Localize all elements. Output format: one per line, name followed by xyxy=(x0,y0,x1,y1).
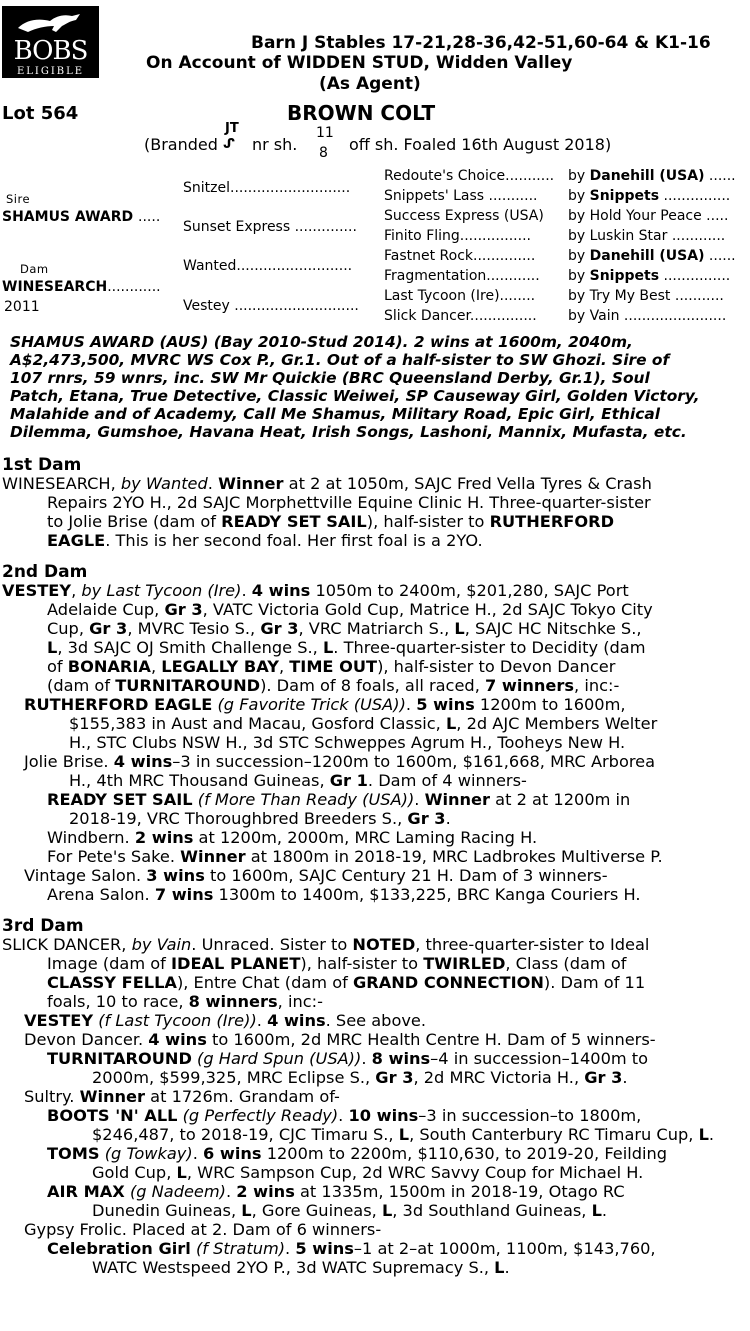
text-line: WINESEARCH, by Wanted. Winner at 2 at 1050m, SAJC Fred Vella Tyres & Crash xyxy=(2,474,652,493)
agent-info: (As Agent) xyxy=(319,74,421,94)
logo-subtitle: ELIGIBLE xyxy=(16,66,85,77)
text-line: H., 4th MRC Thousand Guineas, Gr 1. Dam of 4 winners- xyxy=(69,771,527,790)
sire-label: Sire xyxy=(6,192,31,206)
text-line: AIR MAX (g Nadeem). 2 wins at 1335m, 1500m in 2018-19, Otago RC xyxy=(47,1182,625,1201)
lot-number: Lot 564 xyxy=(2,103,79,124)
dam-name: WINESEARCH............ xyxy=(2,279,161,295)
text-line: Gypsy Frolic. Placed at 2. Dam of 6 winners- xyxy=(24,1220,382,1239)
pedigree-g3-dam-1: Snippets' Lass ........... xyxy=(384,188,538,204)
pedigree-g3-dam-0: Redoute's Choice........... xyxy=(384,168,555,184)
text-line: SLICK DANCER, by Vain. Unraced. Sister to NOTED, three-quarter-sister to Ideal xyxy=(2,935,650,954)
pedigree-g3-dam-3: Finito Fling................ xyxy=(384,228,531,244)
sire-summary xyxy=(10,333,745,441)
text-line: Arena Salon. 7 wins 1300m to 1400m, $133,225, BRC Kanga Couriers H. xyxy=(47,885,641,904)
text-line: Dunedin Guineas, L, Gore Guineas, L, 3d Southland Guineas, L. xyxy=(92,1201,608,1220)
text-line: foals, 10 to race, 8 winners, inc:- xyxy=(47,992,323,1011)
text-line: For Pete's Sake. Winner at 1800m in 2018-19, MRC Ladbrokes Multiverse P. xyxy=(47,847,663,866)
racehorse-icon xyxy=(16,12,86,34)
text-line: CLASSY FELLA), Entre Chat (dam of GRAND CONNECTION). Dam of 11 xyxy=(47,973,646,992)
text-line: $246,487, to 2018-19, CJC Timaru S., L, South Canterbury RC Timaru Cup, L. xyxy=(92,1125,715,1144)
pedigree-g3-sire-2: by Hold Your Peace ..... xyxy=(568,208,729,224)
section-2nd-dam: 2nd Dam xyxy=(2,562,88,582)
summary-line: A$2,473,500, MVRC WS Cox P., Gr.1. Out of a half-sister to SW Ghozi. Sire of xyxy=(10,351,670,369)
text-line: TURNITAROUND (g Hard Spun (USA)). 8 wins–4 in succession–1400m to xyxy=(47,1049,649,1068)
pedigree-g3-sire-1: by Snippets ............... xyxy=(568,188,731,204)
text-line: Gold Cup, L, WRC Sampson Cup, 2d WRC Savvy Coup for Michael H. xyxy=(92,1163,644,1182)
text-line: (dam of TURNITAROUND). Dam of 8 foals, all raced, 7 winners, inc:- xyxy=(47,676,620,695)
text-line: Adelaide Cup, Gr 3, VATC Victoria Gold Cup, Matrice H., 2d SAJC Tokyo City xyxy=(47,600,653,619)
text-line: 2000m, $599,325, MRC Eclipse S., Gr 3, 2d MRC Victoria H., Gr 3. xyxy=(92,1068,628,1087)
summary-line: Patch, Etana, True Detective, Classic Weiwei, SP Causeway Girl, Golden Victory, xyxy=(10,387,700,405)
text-line: VESTEY (f Last Tycoon (Ire)). 4 wins. See above. xyxy=(24,1011,427,1030)
dam-label: Dam xyxy=(20,262,49,276)
text-line: Jolie Brise. 4 wins–3 in succession–1200m to 1600m, $161,668, MRC Arborea xyxy=(24,752,656,771)
summary-line: Malahide and of Academy, Call Me Shamus, Military Road, Epic Girl, Ethical xyxy=(10,405,661,423)
text-line: TOMS (g Towkay). 6 wins 1200m to 2200m, $110,630, to 2019-20, Feilding xyxy=(47,1144,668,1163)
text-line: of BONARIA, LEGALLY BAY, TIME OUT), half-sister to Devon Dancer xyxy=(47,657,616,676)
section-3rd-dam: 3rd Dam xyxy=(2,916,84,936)
text-line: READY SET SAIL (f More Than Ready (USA)). Winner at 2 at 1200m in xyxy=(47,790,631,809)
text-line: H., STC Clubs NSW H., 3d STC Schweppes Agrum H., Tooheys New H. xyxy=(69,733,626,752)
text-line: Repairs 2YO H., 2d SAJC Morphettville Equine Clinic H. Three-quarter-sister xyxy=(47,493,651,512)
summary-line: 107 rnrs, 59 wnrs, inc. SW Mr Quickie (BRC Queensland Derby, Gr.1), Soul xyxy=(10,369,650,387)
pedigree-g3-sire-5: by Snippets ............... xyxy=(568,268,731,284)
text-line: Vintage Salon. 3 wins to 1600m, SAJC Century 21 H. Dam of 3 winners- xyxy=(24,866,608,885)
text-line: Sultry. Winner at 1726m. Grandam of- xyxy=(24,1087,340,1106)
text-line: BOOTS 'N' ALL (g Perfectly Ready). 10 wins–3 in succession–to 1800m, xyxy=(47,1106,642,1125)
brand-suffix: off sh. Foaled 16th August 2018) xyxy=(349,135,612,154)
summary-line: SHAMUS AWARD (AUS) (Bay 2010-Stud 2014). 2 wins at 1600m, 2040m, xyxy=(10,333,633,351)
pedigree-g2-2: Wanted.......................... xyxy=(183,258,353,274)
logo-word: BOBS xyxy=(13,36,88,66)
brand-mark: JT xyxy=(225,121,239,136)
pedigree-g3-sire-4: by Danehill (USA) ...... xyxy=(568,248,736,264)
brand-near-side: nr sh. xyxy=(252,135,298,154)
brand-fraction-bottom: 8 xyxy=(319,145,328,161)
pedigree-g3-sire-7: by Vain ....................... xyxy=(568,308,727,324)
sire-name: SHAMUS AWARD ..... xyxy=(2,209,161,225)
brand-symbol-icon: ᔑ xyxy=(223,137,236,152)
bobs-eligible-logo xyxy=(2,6,99,78)
barn-info: Barn J Stables 17-21,28-36,42-51,60-64 & K1-16 xyxy=(251,33,711,53)
brand-prefix: (Branded xyxy=(144,135,218,154)
text-line: Celebration Girl (f Stratum). 5 wins–1 at 2–at 1000m, 1100m, $143,760, xyxy=(47,1239,656,1258)
text-line: Devon Dancer. 4 wins to 1600m, 2d MRC Health Centre H. Dam of 5 winners- xyxy=(24,1030,656,1049)
pedigree-g3-dam-6: Last Tycoon (Ire)........ xyxy=(384,288,536,304)
text-line: Windbern. 2 wins at 1200m, 2000m, MRC Laming Racing H. xyxy=(47,828,538,847)
pedigree-g3-dam-2: Success Express (USA) xyxy=(384,208,544,224)
text-line: EAGLE. This is her second foal. Her first foal is a 2YO. xyxy=(47,531,483,550)
pedigree-g3-dam-5: Fragmentation............ xyxy=(384,268,540,284)
pedigree-g2-1: Sunset Express .............. xyxy=(183,219,357,235)
text-line: 2018-19, VRC Thoroughbred Breeders S., Gr 3. xyxy=(69,809,451,828)
text-line: Cup, Gr 3, MVRC Tesio S., Gr 3, VRC Matriarch S., L, SAJC HC Nitschke S., xyxy=(47,619,642,638)
pedigree-g3-dam-4: Fastnet Rock.............. xyxy=(384,248,536,264)
pedigree-g2-3: Vestey ............................ xyxy=(183,298,359,314)
text-line: RUTHERFORD EAGLE (g Favorite Trick (USA)). 5 wins 1200m to 1600m, xyxy=(24,695,626,714)
pedigree-g3-dam-7: Slick Dancer............... xyxy=(384,308,537,324)
summary-line: Dilemma, Gumshoe, Havana Heat, Irish Songs, Lashoni, Mannix, Mufasta, etc. xyxy=(10,423,687,441)
text-line: VESTEY, by Last Tycoon (Ire). 4 wins 1050m to 2400m, $201,280, SAJC Port xyxy=(2,581,629,600)
text-line: L, 3d SAJC OJ Smith Challenge S., L. Three-quarter-sister to Decidity (dam xyxy=(47,638,646,657)
text-line: to Jolie Brise (dam of READY SET SAIL), half-sister to RUTHERFORD xyxy=(47,512,615,531)
pedigree-g3-sire-3: by Luskin Star ............ xyxy=(568,228,726,244)
section-1st-dam: 1st Dam xyxy=(2,455,82,475)
pedigree-g3-sire-6: by Try My Best ........... xyxy=(568,288,724,304)
dam-year: 2011 xyxy=(4,299,40,315)
pedigree-g2-0: Snitzel........................... xyxy=(183,180,351,196)
text-line: $155,383 in Aust and Macau, Gosford Classic, L, 2d AJC Members Welter xyxy=(69,714,658,733)
text-line: WATC Westspeed 2YO P., 3d WATC Supremacy S., L. xyxy=(92,1258,510,1277)
vendor-info: On Account of WIDDEN STUD, Widden Valley xyxy=(146,53,573,73)
brand-fraction-top: 11 xyxy=(316,125,334,141)
lot-title: BROWN COLT xyxy=(287,101,436,125)
pedigree-g3-sire-0: by Danehill (USA) ...... xyxy=(568,168,736,184)
text-line: Image (dam of IDEAL PLANET), half-sister to TWIRLED, Class (dam of xyxy=(47,954,627,973)
